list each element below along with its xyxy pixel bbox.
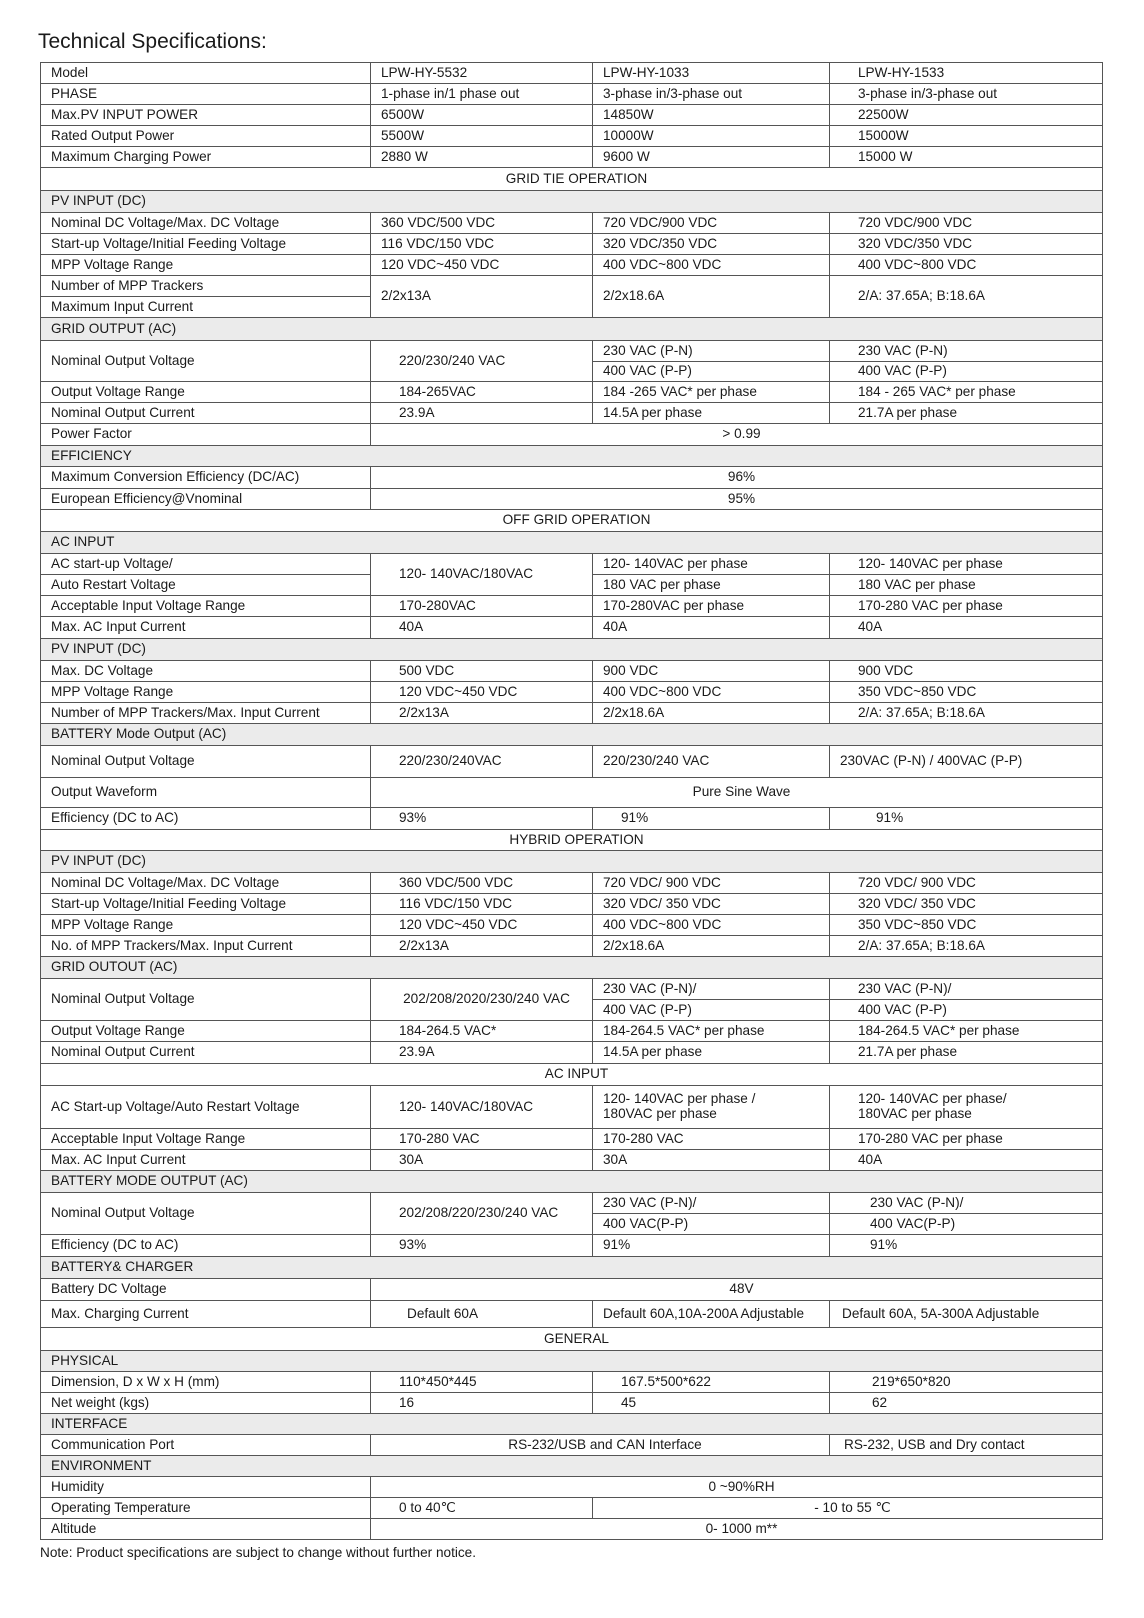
cell-value: 170-280 VAC per phase: [830, 596, 1103, 617]
table-row: [41, 554, 1103, 575]
row-label: Dimension, D x W x H (mm): [41, 1372, 371, 1393]
table-row: [41, 276, 1103, 297]
row-label: Nominal DC Voltage/Max. DC Voltage: [41, 873, 371, 894]
row-label: MPP Voltage Range: [41, 915, 371, 936]
table-row: [41, 382, 1103, 403]
row-label: Efficiency (DC to AC): [41, 808, 371, 830]
cell-value: 120 VDC~450 VDC: [371, 915, 593, 936]
cell-value: 720 VDC/900 VDC: [830, 213, 1103, 234]
cell-value: 400 VDC~800 VDC: [593, 682, 830, 703]
table-row: [41, 778, 1103, 808]
table-row: [41, 979, 1103, 1000]
cell-value: 120- 140VAC per phase: [593, 554, 830, 575]
cell-value: 23.9A: [371, 403, 593, 424]
table-row: [41, 489, 1103, 510]
row-label: PHASE: [41, 84, 371, 105]
row-label: Altitude: [41, 1519, 371, 1540]
cell-value: 2880 W: [371, 147, 593, 168]
table-row: [41, 1498, 1103, 1519]
cell-value: 2/A: 37.65A; B:18.6A: [830, 276, 1103, 318]
cell-value: 15000W: [830, 126, 1103, 147]
row-label: AC Start-up Voltage/Auto Restart Voltage: [41, 1086, 371, 1129]
row-label: MPP Voltage Range: [41, 255, 371, 276]
row-label: Model: [41, 63, 371, 84]
cell-value: 320 VDC/350 VDC: [830, 234, 1103, 255]
cell-value: 120 VDC~450 VDC: [371, 255, 593, 276]
group-header: [41, 851, 1103, 873]
row-label: Start-up Voltage/Initial Feeding Voltage: [41, 894, 371, 915]
section-title: GRID TIE OPERATION: [41, 168, 1103, 191]
cell-value: 14850W: [593, 105, 830, 126]
cell-value: 230VAC (P-N) / 400VAC (P-P): [830, 746, 1103, 778]
cell-value: 2/2x13A: [371, 276, 593, 318]
cell-value: 2/A: 37.65A; B:18.6A: [830, 936, 1103, 957]
group-header: [41, 1351, 1103, 1372]
group-header: [41, 1171, 1103, 1193]
cell-value: 230 VAC (P-N)/: [830, 979, 1103, 1000]
cell-value: 91%: [593, 808, 830, 830]
cell-value: 400 VAC (P-P): [593, 1000, 830, 1021]
cell-value: 184-264.5 VAC*: [371, 1021, 593, 1042]
table-row: [41, 1519, 1103, 1540]
group-header: [41, 446, 1103, 467]
cell-line: 120- 140VAC per phase /: [603, 1091, 756, 1107]
cell-value: 116 VDC/150 VDC: [371, 894, 593, 915]
cell-value: 21.7A per phase: [830, 1042, 1103, 1064]
cell-value: 21.7A per phase: [830, 403, 1103, 424]
cell-value: 220/230/240VAC: [371, 746, 593, 778]
cell-value: Default 60A: [371, 1301, 593, 1328]
cell-value: 3-phase in/3-phase out: [830, 84, 1103, 105]
group-header: [41, 532, 1103, 554]
row-label: Start-up Voltage/Initial Feeding Voltage: [41, 234, 371, 255]
cell-value: 320 VDC/ 350 VDC: [593, 894, 830, 915]
row-label: Nominal Output Current: [41, 403, 371, 424]
cell-value: 184-264.5 VAC* per phase: [830, 1021, 1103, 1042]
row-label: Max. AC Input Current: [41, 617, 371, 639]
model-name: LPW-HY-1033: [593, 63, 830, 84]
table-row: [41, 403, 1103, 424]
cell-value: 10000W: [593, 126, 830, 147]
group-header: [41, 1456, 1103, 1477]
cell-value: 93%: [371, 1235, 593, 1257]
table-row: [41, 617, 1103, 639]
table-row: [41, 661, 1103, 682]
group-title: INTERFACE: [41, 1414, 1103, 1435]
group-header: [41, 1257, 1103, 1279]
group-title: GRID OUTPUT (AC): [41, 318, 1103, 341]
cell-value: 400 VDC~800 VDC: [593, 255, 830, 276]
cell-value: 6500W: [371, 105, 593, 126]
row-label: Net weight (kgs): [41, 1393, 371, 1414]
row-label: Maximum Input Current: [41, 297, 371, 318]
row-label: Nominal Output Voltage: [41, 341, 371, 382]
cell-value: 184 - 265 VAC* per phase: [830, 382, 1103, 403]
cell-value: 110*450*445: [371, 1372, 593, 1393]
cell-value: 120- 140VAC per phase: [830, 554, 1103, 575]
cell-value: [593, 1086, 830, 1129]
group-title: BATTERY Mode Output (AC): [41, 724, 1103, 746]
section-title: OFF GRID OPERATION: [41, 510, 1103, 532]
cell-value: 170-280 VAC per phase: [830, 1129, 1103, 1150]
cell-value: Default 60A, 5A-300A Adjustable: [830, 1301, 1103, 1328]
row-label: Maximum Conversion Efficiency (DC/AC): [41, 467, 371, 489]
table-row: [41, 746, 1103, 778]
cell-value: 120 VDC~450 VDC: [371, 682, 593, 703]
table-row: [41, 1150, 1103, 1171]
cell-value: > 0.99: [371, 424, 1103, 446]
row-label: Auto Restart Voltage: [41, 575, 371, 596]
group-title: PHYSICAL: [41, 1351, 1103, 1372]
cell-value: 0- 1000 m**: [371, 1519, 1103, 1540]
cell-value: 720 VDC/ 900 VDC: [593, 873, 830, 894]
spec-table: [40, 62, 1103, 1540]
cell-value: 184-264.5 VAC* per phase: [593, 1021, 830, 1042]
cell-value: 170-280 VAC: [371, 1129, 593, 1150]
row-label: Output Waveform: [41, 778, 371, 808]
cell-value: 14.5A per phase: [593, 403, 830, 424]
cell-value: 2/2x18.6A: [593, 936, 830, 957]
cell-value: 900 VDC: [830, 661, 1103, 682]
section-title: AC INPUT: [41, 1064, 1103, 1086]
table-row: [41, 255, 1103, 276]
row-label: Humidity: [41, 1477, 371, 1498]
table-row: [41, 341, 1103, 362]
row-label: Nominal Output Voltage: [41, 1193, 371, 1235]
cell-value: 400 VDC~800 VDC: [593, 915, 830, 936]
cell-value: 230 VAC (P-N)/: [830, 1193, 1103, 1214]
table-row: [41, 1086, 1103, 1129]
table-row: [41, 808, 1103, 830]
section-title: GENERAL: [41, 1328, 1103, 1351]
cell-value: 0 to 40℃: [371, 1498, 593, 1519]
table-row-model: [41, 63, 1103, 84]
group-title: BATTERY MODE OUTPUT (AC): [41, 1171, 1103, 1193]
row-label: Max.PV INPUT POWER: [41, 105, 371, 126]
cell-value: 14.5A per phase: [593, 1042, 830, 1064]
cell-value: 9600 W: [593, 147, 830, 168]
cell-value: 400 VAC (P-P): [830, 362, 1103, 382]
cell-value: 720 VDC/900 VDC: [593, 213, 830, 234]
row-label: Number of MPP Trackers/Max. Input Current: [41, 703, 371, 724]
table-row: [41, 682, 1103, 703]
cell-value: 230 VAC (P-N): [593, 341, 830, 362]
group-header: [41, 191, 1103, 213]
table-row: [41, 596, 1103, 617]
table-row: [41, 873, 1103, 894]
cell-value: 230 VAC (P-N): [830, 341, 1103, 362]
model-name: LPW-HY-5532: [371, 63, 593, 84]
cell-value: 184 -265 VAC* per phase: [593, 382, 830, 403]
cell-value: 2/2x18.6A: [593, 276, 830, 318]
cell-value: 95%: [371, 489, 1103, 510]
row-label: Number of MPP Trackers: [41, 276, 371, 297]
cell-value: 45: [593, 1393, 830, 1414]
table-row: [41, 1393, 1103, 1414]
row-label: Nominal Output Voltage: [41, 746, 371, 778]
cell-value: 40A: [830, 617, 1103, 639]
group-header: [41, 957, 1103, 979]
cell-value: [830, 1086, 1103, 1129]
group-title: PV INPUT (DC): [41, 191, 1103, 213]
cell-value: - 10 to 55 ℃: [593, 1498, 1103, 1519]
cell-line: 180VAC per phase: [603, 1106, 717, 1121]
cell-value: 91%: [830, 1235, 1103, 1257]
cell-value: 3-phase in/3-phase out: [593, 84, 830, 105]
group-title: ENVIRONMENT: [41, 1456, 1103, 1477]
cell-value: 202/208/2020/230/240 VAC: [371, 979, 593, 1021]
section-header-hybrid: [41, 830, 1103, 851]
footnote: Note: Product specifications are subject to change without further notice.: [40, 1545, 476, 1560]
cell-value: 900 VDC: [593, 661, 830, 682]
cell-value: 220/230/240 VAC: [371, 341, 593, 382]
row-label: Max. Charging Current: [41, 1301, 371, 1328]
cell-value: 202/208/220/230/240 VAC: [371, 1193, 593, 1235]
cell-value: 23.9A: [371, 1042, 593, 1064]
row-label: No. of MPP Trackers/Max. Input Current: [41, 936, 371, 957]
cell-value: 16: [371, 1393, 593, 1414]
group-title: AC INPUT: [41, 532, 1103, 554]
cell-value: 230 VAC (P-N)/: [593, 1193, 830, 1214]
cell-value: 120- 140VAC/180VAC: [371, 1086, 593, 1129]
cell-value: 219*650*820: [830, 1372, 1103, 1393]
row-label: Output Voltage Range: [41, 1021, 371, 1042]
cell-value: RS-232/USB and CAN Interface: [371, 1435, 830, 1456]
cell-value: 720 VDC/ 900 VDC: [830, 873, 1103, 894]
group-title: PV INPUT (DC): [41, 639, 1103, 661]
table-row: [41, 1279, 1103, 1301]
cell-value: 30A: [371, 1150, 593, 1171]
row-label: Acceptable Input Voltage Range: [41, 1129, 371, 1150]
table-row-max-pv-power: [41, 105, 1103, 126]
cell-value: 320 VDC/350 VDC: [593, 234, 830, 255]
row-label: AC start-up Voltage/: [41, 554, 371, 575]
cell-value: 2/2x13A: [371, 703, 593, 724]
cell-value: 170-280VAC: [371, 596, 593, 617]
table-row: [41, 703, 1103, 724]
row-label: Operating Temperature: [41, 1498, 371, 1519]
cell-value: 30A: [593, 1150, 830, 1171]
cell-line: 120- 140VAC per phase/: [858, 1091, 1007, 1107]
cell-value: 116 VDC/150 VDC: [371, 234, 593, 255]
cell-value: 400 VAC(P-P): [593, 1214, 830, 1235]
cell-value: 350 VDC~850 VDC: [830, 682, 1103, 703]
row-label: Max. AC Input Current: [41, 1150, 371, 1171]
row-label: Nominal Output Voltage: [41, 979, 371, 1021]
group-title: PV INPUT (DC): [41, 851, 1103, 873]
row-label: European Efficiency@Vnominal: [41, 489, 371, 510]
group-header: [41, 724, 1103, 746]
cell-value: 360 VDC/500 VDC: [371, 873, 593, 894]
cell-value: 180 VAC per phase: [830, 575, 1103, 596]
section-header-grid-tie: [41, 168, 1103, 191]
cell-value: 350 VDC~850 VDC: [830, 915, 1103, 936]
cell-value: 170-280VAC per phase: [593, 596, 830, 617]
cell-value: Pure Sine Wave: [371, 778, 1103, 808]
cell-value: 400 VAC(P-P): [830, 1214, 1103, 1235]
cell-value: RS-232, USB and Dry contact: [830, 1435, 1103, 1456]
section-header-ac-input: [41, 1064, 1103, 1086]
cell-value: 400 VAC (P-P): [830, 1000, 1103, 1021]
cell-value: 48V: [371, 1279, 1103, 1301]
cell-value: 120- 140VAC/180VAC: [371, 554, 593, 596]
table-row-max-charging-power: [41, 147, 1103, 168]
group-header: [41, 639, 1103, 661]
table-row: [41, 213, 1103, 234]
cell-value: 2/2x18.6A: [593, 703, 830, 724]
cell-value: 184-265VAC: [371, 382, 593, 403]
cell-value: 2/2x13A: [371, 936, 593, 957]
table-row: [41, 1129, 1103, 1150]
section-header-general: [41, 1328, 1103, 1351]
row-label: Power Factor: [41, 424, 371, 446]
table-row: [41, 1435, 1103, 1456]
cell-value: 5500W: [371, 126, 593, 147]
cell-value: Default 60A,10A-200A Adjustable: [593, 1301, 830, 1328]
group-header: [41, 318, 1103, 341]
cell-value: 220/230/240 VAC: [593, 746, 830, 778]
cell-value: 93%: [371, 808, 593, 830]
cell-value: 167.5*500*622: [593, 1372, 830, 1393]
table-row: [41, 467, 1103, 489]
table-row: [41, 936, 1103, 957]
row-label: Max. DC Voltage: [41, 661, 371, 682]
table-row: [41, 1477, 1103, 1498]
group-title: BATTERY& CHARGER: [41, 1257, 1103, 1279]
group-header: [41, 1414, 1103, 1435]
cell-line: 180VAC per phase: [858, 1106, 972, 1121]
cell-value: 91%: [593, 1235, 830, 1257]
cell-value: 170-280 VAC: [593, 1129, 830, 1150]
row-label: MPP Voltage Range: [41, 682, 371, 703]
table-row: [41, 1372, 1103, 1393]
table-row-phase: [41, 84, 1103, 105]
group-title: EFFICIENCY: [41, 446, 1103, 467]
cell-value: 0 ~90%RH: [371, 1477, 1103, 1498]
row-label: Battery DC Voltage: [41, 1279, 371, 1301]
row-label: Efficiency (DC to AC): [41, 1235, 371, 1257]
cell-value: 400 VAC (P-P): [593, 362, 830, 382]
row-label: Nominal Output Current: [41, 1042, 371, 1064]
cell-value: 96%: [371, 467, 1103, 489]
page-title: Technical Specifications:: [38, 30, 267, 53]
row-label: Rated Output Power: [41, 126, 371, 147]
row-label: Acceptable Input Voltage Range: [41, 596, 371, 617]
section-header-off-grid: [41, 510, 1103, 532]
cell-value: 22500W: [830, 105, 1103, 126]
group-title: GRID OUTOUT (AC): [41, 957, 1103, 979]
cell-value: 2/A: 37.65A; B:18.6A: [830, 703, 1103, 724]
cell-value: 320 VDC/ 350 VDC: [830, 894, 1103, 915]
row-label: Output Voltage Range: [41, 382, 371, 403]
table-row: [41, 234, 1103, 255]
row-label: Maximum Charging Power: [41, 147, 371, 168]
row-label: Nominal DC Voltage/Max. DC Voltage: [41, 213, 371, 234]
cell-value: 180 VAC per phase: [593, 575, 830, 596]
table-row: [41, 1301, 1103, 1328]
table-row: [41, 1042, 1103, 1064]
cell-value: 1-phase in/1 phase out: [371, 84, 593, 105]
cell-value: 62: [830, 1393, 1103, 1414]
cell-value: 40A: [593, 617, 830, 639]
table-row: [41, 915, 1103, 936]
cell-value: 500 VDC: [371, 661, 593, 682]
table-row-rated-power: [41, 126, 1103, 147]
model-name: LPW-HY-1533: [830, 63, 1103, 84]
table-row: [41, 1021, 1103, 1042]
table-row: [41, 894, 1103, 915]
cell-value: 360 VDC/500 VDC: [371, 213, 593, 234]
cell-value: 40A: [830, 1150, 1103, 1171]
section-title: HYBRID OPERATION: [41, 830, 1103, 851]
table-row: [41, 424, 1103, 446]
cell-value: 40A: [371, 617, 593, 639]
row-label: Communication Port: [41, 1435, 371, 1456]
cell-value: 400 VDC~800 VDC: [830, 255, 1103, 276]
cell-value: 15000 W: [830, 147, 1103, 168]
table-row: [41, 1235, 1103, 1257]
table-row: [41, 1193, 1103, 1214]
cell-value: 91%: [830, 808, 1103, 830]
cell-value: 230 VAC (P-N)/: [593, 979, 830, 1000]
